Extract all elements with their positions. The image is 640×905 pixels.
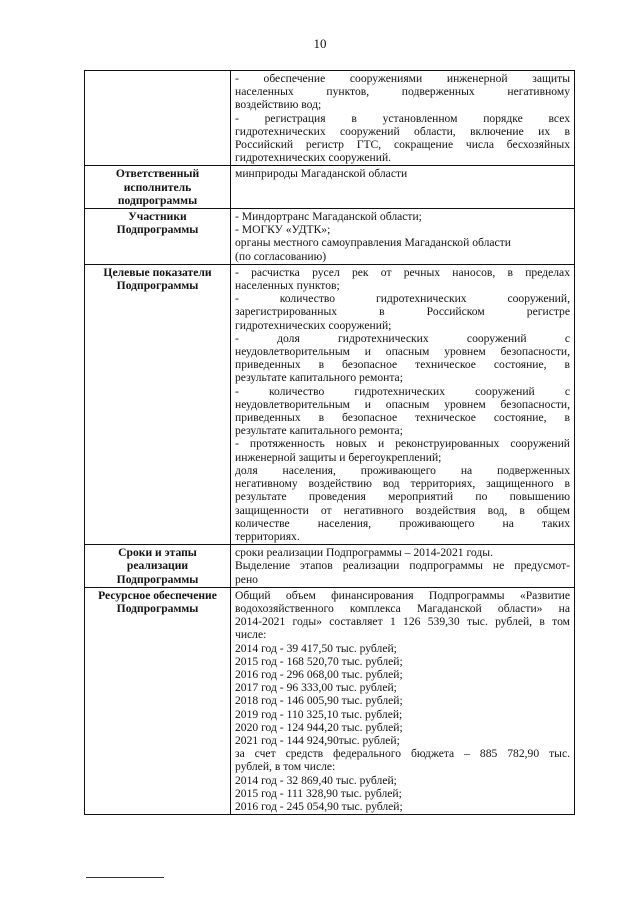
page-number: 10 xyxy=(313,36,327,51)
row-value xyxy=(231,587,575,814)
row-value xyxy=(231,264,575,544)
text-line: зарегистрированных в Российском регистре xyxy=(235,305,570,319)
text-line: водохозяйственного комплекса Магаданской области» на xyxy=(235,601,570,615)
text-line: 2018 год - 146 005,90 тыс. рублей; xyxy=(235,694,403,708)
text-line: сроки реализации Подпрограммы – 2014-2021 годы. xyxy=(235,546,493,560)
text-line: - количество гидротехнических сооружений с xyxy=(235,384,570,398)
text-line: результате капитального ремонта; xyxy=(235,424,403,438)
row-label: Участники Подпрограммы xyxy=(85,209,231,265)
text-line: - МОГКУ «УДТК»; xyxy=(235,223,331,237)
text-line: защищенности от негативного воздействия вод, в общем xyxy=(235,503,570,517)
text-line: приведенных в безопасное техническое состояние, в xyxy=(235,411,570,425)
text-line: Российский регистр ГТС, сокращение числа бесхозяйных xyxy=(235,138,570,152)
text-line: доля населения, проживающего на подверженных xyxy=(235,463,570,477)
row-value xyxy=(231,545,575,588)
text-line: - обеспечение сооружениями инженерной защиты xyxy=(235,72,570,85)
text-line: - количество гидротехнических сооружений, xyxy=(235,292,570,306)
text-line: 2014-2021 годы» составляет 1 126 539,30 тыс. рублей, в том xyxy=(235,615,570,629)
text-line: населенных пунктов, подверженных негативному xyxy=(235,85,570,99)
text-line: гидротехнических сооружений области, включение их в xyxy=(235,124,570,138)
text-line: приведенных в безопасное техническое состояние, в xyxy=(235,358,570,372)
text-line: 2015 год - 111 328,90 тыс. рублей; xyxy=(235,786,402,800)
row-target-indicators xyxy=(85,264,575,544)
text-line: 2015 год - 168 520,70 тыс. рублей; xyxy=(235,654,403,668)
text-line: 2017 год - 96 333,00 тыс. рублей; xyxy=(235,681,397,695)
row-label: Сроки и этапы реализации Подпрограммы xyxy=(85,545,231,588)
text-line: - расчистка русел рек от речных наносов, в пределах xyxy=(235,265,570,279)
text-line: органы местного самоуправления Магаданской области xyxy=(235,236,511,250)
row-value xyxy=(231,166,575,209)
text-line: воздействию вод; xyxy=(235,98,322,112)
row-participants xyxy=(85,209,575,265)
text-line: неудовлетворительным и опасным уровнем безопасности, xyxy=(235,345,570,359)
text-line: 2014 год - 39 417,50 тыс. рублей; xyxy=(235,641,397,655)
text-line: - Миндортранс Магаданской области; xyxy=(235,210,422,224)
text-line: числе: xyxy=(235,628,267,642)
text-line: - протяженность новых и реконструированных сооружений xyxy=(235,437,570,451)
row-label: Ресурсное обеспечение Подпрограммы xyxy=(85,587,231,814)
text-line: 2016 год - 296 068,00 тыс. рублей; xyxy=(235,667,403,681)
row-timeline xyxy=(85,545,575,588)
text-line: результате капитального ремонта; xyxy=(235,371,403,385)
row-resources xyxy=(85,587,575,814)
text-line: негативному воздействию вод территориях, защищенного в xyxy=(235,477,570,491)
text-line: за счет средств федерального бюджета – 885 782,90 тыс. xyxy=(235,747,570,761)
text-line: территориях. xyxy=(235,529,300,543)
subprogram-passport-table xyxy=(84,70,575,815)
text-line: 2020 год - 124 944,20 тыс. рублей; xyxy=(235,720,403,734)
text-line: рублей, в том числе: xyxy=(235,760,336,774)
text-line: гидротехнических сооружений; xyxy=(235,318,392,332)
text-line: 2021 год - 144 924,90тыс. рублей; xyxy=(235,733,400,747)
text-line: инженерной защиты и берегоукреплений; xyxy=(235,450,442,464)
text-line: минприроды Магаданской области xyxy=(235,167,408,181)
text-line: - доля гидротехнических сооружений с xyxy=(235,331,570,345)
footer-divider xyxy=(86,877,164,878)
text-line: (по согласованию) xyxy=(235,249,327,263)
text-line: количестве населения, проживающего на таких xyxy=(235,516,570,530)
row-label xyxy=(85,71,231,166)
row-value xyxy=(231,209,575,265)
text-line: 2019 год - 110 325,10 тыс. рублей; xyxy=(235,707,403,721)
text-line: рено xyxy=(235,572,258,586)
text-line: Общий объем финансирования Подпрограммы «Развитие xyxy=(235,588,570,602)
text-line: 2016 год - 245 054,90 тыс. рублей; xyxy=(235,799,403,813)
text-line: населенных пунктов; xyxy=(235,279,340,293)
row-label: Ответственный исполнитель подпрограммы xyxy=(85,166,231,209)
text-line: - регистрация в установленном порядке всех xyxy=(235,111,570,125)
text-line: Выделение этапов реализации подпрограммы не предусмот- xyxy=(235,559,570,573)
row-responsible-executor xyxy=(85,166,575,209)
text-line: неудовлетворительным и опасным уровнем безопасности, xyxy=(235,397,570,411)
row-goals-continued xyxy=(85,71,575,166)
text-line: гидротехнических сооружений. xyxy=(235,151,392,165)
row-label: Целевые показатели Подпрограммы xyxy=(85,264,231,544)
row-value xyxy=(231,71,575,166)
text-line: 2014 год - 32 869,40 тыс. рублей; xyxy=(235,773,397,787)
text-line: результате проведения мероприятий по повышению xyxy=(235,490,570,504)
